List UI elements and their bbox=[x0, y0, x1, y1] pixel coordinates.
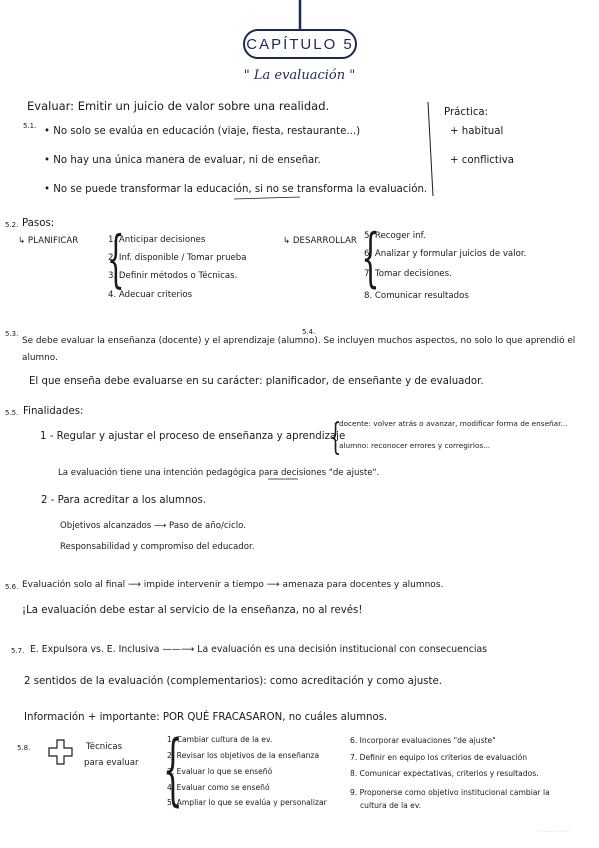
footer-mark: · · · · · · · · · · · bbox=[537, 829, 571, 835]
s56-line-1: Evaluación solo al final ⟶ impide intervenir a tiempo ⟶ amenaza para docentes y alumnos. bbox=[22, 580, 444, 590]
finalidad-2-b: Responsabilidad y compromiso del educador. bbox=[60, 542, 255, 552]
finalidad-1-docente: - docente: volver atrás o avanzar, modificar forma de enseñar... bbox=[334, 419, 568, 428]
bullet-2: • No hay una única manera de evaluar, ni de enseñar. bbox=[44, 155, 321, 166]
s57-line-1: E. Expulsora vs. E. Inclusiva ——⟶ La evaluación es una decisión institucional con consecuencias bbox=[30, 644, 487, 655]
section-number-5-4: 5.4. bbox=[302, 328, 316, 336]
s53-line-2: alumno. bbox=[22, 353, 58, 363]
tecnica-9: 9. Proponerse como objetivo institucional cambiar la bbox=[350, 788, 550, 797]
tecnicas-label-1: Técnicas bbox=[86, 742, 123, 752]
s57-line-3: Información + importante: POR QUÉ FRACASARON, no cuáles alumnos. bbox=[24, 712, 388, 723]
brace-tecnicas: { bbox=[162, 725, 183, 815]
des-item-4: 8. Comunicar resultados bbox=[364, 291, 469, 301]
planificar-label: ↳ PLANIFICAR bbox=[18, 236, 79, 246]
bullet-3: • No se puede transformar la educación, si no se transforma la evaluación. bbox=[44, 184, 428, 195]
tecnica-3: 3. Evaluar lo que se enseñó bbox=[167, 767, 273, 776]
tecnica-4: 4. Evaluar como se enseñó bbox=[167, 783, 270, 792]
plan-item-4: 4. Adecuar criterios bbox=[108, 290, 193, 300]
section-number-5-1: 5.1. bbox=[23, 122, 37, 130]
practica-title: Práctica: bbox=[444, 107, 489, 118]
tecnica-6: 6. Incorporar evaluaciones "de ajuste" bbox=[350, 736, 496, 745]
plan-item-2: 2. Inf. disponible / Tomar prueba bbox=[108, 253, 247, 263]
plan-item-1: 1. Anticipar decisiones bbox=[108, 235, 206, 245]
brace-planificar: { bbox=[106, 222, 125, 295]
s53-line-3: El que enseña debe evaluarse en su carácter: planificador, de enseñante y de evaluador. bbox=[29, 376, 484, 387]
tecnica-2: 2. Revisar los objetivos de la enseñanza bbox=[167, 751, 320, 760]
tecnica-8: 8. Comunicar expectativas, criterios y resultados. bbox=[350, 769, 539, 778]
finalidad-1-alumno: - alumno: reconocer errores y corregirlos... bbox=[334, 441, 491, 450]
tecnicas-label-2: para evaluar bbox=[84, 758, 139, 768]
finalidad-1: 1 - Regular y ajustar el proceso de enseñanza y aprendizaje bbox=[40, 431, 346, 442]
section-number-5-7: 5.7. bbox=[11, 647, 25, 655]
tecnica-7: 7. Definir en equipo los criterios de evaluación bbox=[350, 753, 528, 762]
practica-divider bbox=[428, 102, 433, 196]
finalidad-2-a: Objetivos alcanzados ⟶ Paso de año/ciclo. bbox=[60, 521, 246, 531]
brace-desarrollar: { bbox=[361, 221, 380, 295]
s57-line-2: 2 sentidos de la evaluación (complementarios): como acreditación y como ajuste. bbox=[24, 676, 442, 687]
practica-item-2: + conflictiva bbox=[450, 155, 515, 166]
section-number-5-8: 5.8. bbox=[17, 744, 31, 752]
s56-line-2: ¡La evaluación debe estar al servicio de la enseñanza, no al revés! bbox=[22, 605, 363, 616]
underline-transform bbox=[234, 197, 300, 199]
chapter-subtitle: " La evaluación " bbox=[243, 68, 356, 83]
practica-item-1: + habitual bbox=[450, 126, 504, 137]
brace-finalidad-1: { bbox=[329, 417, 342, 458]
pasos-title: Pasos: bbox=[22, 218, 55, 229]
desarrollar-label: ↳ DESARROLLAR bbox=[283, 236, 357, 246]
section-number-5-5: 5.5. bbox=[5, 409, 19, 417]
plus-icon bbox=[49, 740, 72, 764]
tecnica-5: 5. Ampliar lo que se evalúa y personalizar bbox=[167, 798, 327, 807]
finalidades-title: Finalidades: bbox=[23, 406, 84, 417]
section-number-5-3: 5.3. bbox=[5, 330, 19, 338]
bullet-1: • No solo se evalúa en educación (viaje, fiesta, restaurante...) bbox=[44, 126, 361, 137]
s53-line-1: Se debe evaluar la enseñanza (docente) y el aprendizaje (alumno). Se incluyen muchos aspectos, no solo lo que aprendió el bbox=[22, 336, 576, 346]
des-item-3: 7. Tomar decisiones. bbox=[364, 269, 452, 279]
chapter-title: CAPÍTULO 5 bbox=[243, 29, 357, 59]
tecnica-1: 1. Cambiar cultura de la ev. bbox=[167, 735, 273, 744]
finalidad-1-note: La evaluación tiene una intención pedagógica para decisiones "de ajuste". bbox=[58, 468, 380, 478]
section-number-5-2: 5.2. bbox=[5, 221, 19, 229]
evaluar-definition: Evaluar: Emitir un juicio de valor sobre una realidad. bbox=[27, 99, 330, 113]
tecnica-9-cont: cultura de la ev. bbox=[360, 801, 422, 810]
section-number-5-6: 5.6. bbox=[5, 583, 19, 591]
plan-item-3: 3. Definir métodos o Técnicas. bbox=[108, 271, 238, 281]
des-item-2: 6. Analizar y formular juicios de valor. bbox=[364, 249, 527, 259]
finalidad-2: 2 - Para acreditar a los alumnos. bbox=[41, 495, 207, 506]
des-item-1: 5. Recoger inf. bbox=[364, 231, 426, 241]
